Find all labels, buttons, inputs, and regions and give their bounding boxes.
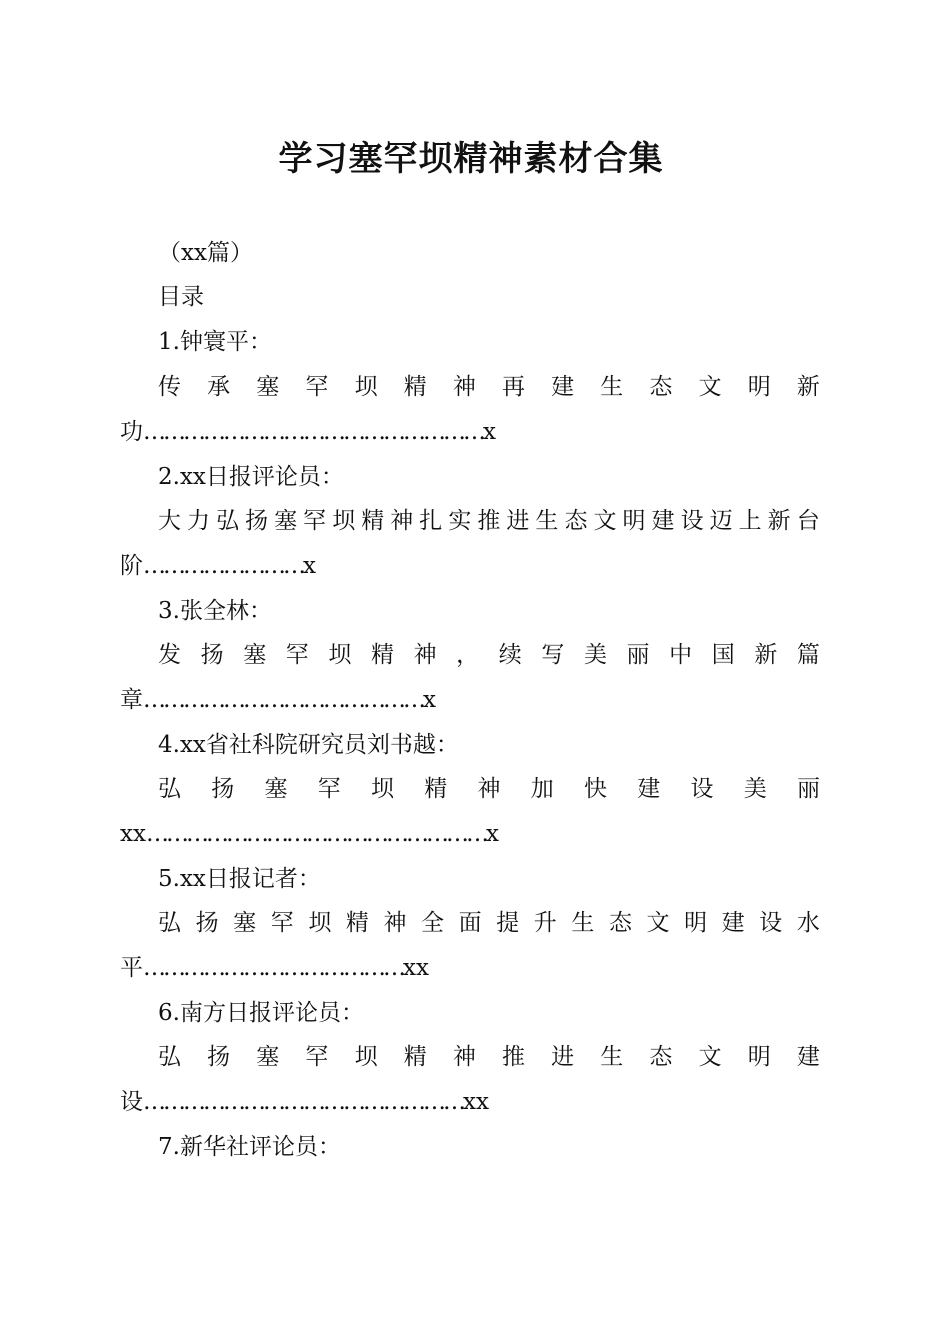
toc-title-char: 生 bbox=[535, 508, 559, 534]
toc-entry-title-tail: 功 bbox=[120, 419, 143, 445]
toc-title-char: 精 bbox=[345, 910, 369, 936]
toc-entry-continuation bbox=[120, 1085, 489, 1119]
toc-entry-title-tail: xx bbox=[120, 821, 146, 847]
toc-title-char: 水 bbox=[796, 910, 820, 936]
toc-title-char: 建 bbox=[637, 776, 661, 802]
toc-title-char: 罕 bbox=[303, 508, 327, 534]
toc-title-char: 弘 bbox=[158, 776, 181, 802]
toc-title-char: 大 bbox=[158, 508, 181, 534]
toc-entry-title-line bbox=[158, 906, 820, 940]
toc-title-char: 态 bbox=[649, 374, 673, 400]
toc-title-char: 精 bbox=[361, 508, 385, 534]
toc-title-char: 新 bbox=[767, 508, 791, 534]
toc-title-char: 明 bbox=[747, 374, 771, 400]
toc-heading: 目录 bbox=[158, 284, 204, 310]
toc-title-char: 设 bbox=[690, 776, 714, 802]
toc-title-char: 扬 bbox=[211, 776, 235, 802]
toc-leader-dots: ………………………………………… bbox=[143, 1089, 463, 1115]
toc-entry-title-line bbox=[158, 772, 820, 806]
toc-title-char: 升 bbox=[533, 910, 557, 936]
toc-entry-title-line bbox=[158, 370, 820, 404]
toc-title-char: 建 bbox=[651, 508, 675, 534]
toc-page-number: x bbox=[423, 687, 436, 713]
toc-title-char: 建 bbox=[721, 910, 745, 936]
toc-title-char: 精 bbox=[403, 1044, 427, 1070]
toc-title-char: 扬 bbox=[195, 910, 219, 936]
toc-entry-author: 5.xx日报记者： bbox=[158, 866, 321, 892]
toc-title-char: 弘 bbox=[158, 910, 181, 936]
toc-entry-title-line bbox=[158, 638, 820, 672]
toc-title-char: 迈 bbox=[709, 508, 733, 534]
toc-title-char: 精 bbox=[424, 776, 448, 802]
toc-title-char: 扎 bbox=[419, 508, 443, 534]
toc-title-char: 全 bbox=[421, 910, 445, 936]
toc-title-char: ， bbox=[456, 642, 480, 668]
toc-title-char: 态 bbox=[649, 1044, 673, 1070]
toc-title-char: 推 bbox=[477, 508, 501, 534]
toc-entry-title-line bbox=[158, 1040, 820, 1074]
toc-title-char: 坝 bbox=[332, 508, 356, 534]
toc-title-char: 力 bbox=[187, 508, 211, 534]
toc-title-char: 坝 bbox=[354, 1044, 378, 1070]
toc-title-char: 文 bbox=[593, 508, 617, 534]
toc-title-char: 篇 bbox=[796, 642, 820, 668]
subtitle: （xx篇） bbox=[158, 240, 253, 266]
toc-title-char: 神 bbox=[477, 776, 501, 802]
toc-title-char: 罕 bbox=[305, 374, 329, 400]
toc-title-char: 再 bbox=[501, 374, 525, 400]
toc-title-char: 生 bbox=[600, 1044, 624, 1070]
toc-title-char: 精 bbox=[370, 642, 394, 668]
toc-entry-author: 3.张全林： bbox=[158, 598, 272, 624]
toc-title-char: 国 bbox=[711, 642, 735, 668]
toc-title-char: 设 bbox=[759, 910, 783, 936]
toc-title-char: 美 bbox=[583, 642, 607, 668]
toc-title-char: 中 bbox=[669, 642, 693, 668]
toc-title-char: 丽 bbox=[626, 642, 650, 668]
toc-title-char: 承 bbox=[207, 374, 231, 400]
toc-title-char: 发 bbox=[158, 642, 181, 668]
toc-entry-title-tail: 阶 bbox=[120, 553, 143, 579]
toc-title-char: 生 bbox=[600, 374, 624, 400]
toc-title-char: 罕 bbox=[270, 910, 294, 936]
toc-title-char: 坝 bbox=[371, 776, 394, 802]
toc-title-char: 弘 bbox=[216, 508, 240, 534]
toc-page-number: x bbox=[303, 553, 316, 579]
toc-title-char: 坝 bbox=[354, 374, 378, 400]
toc-title-char: 罕 bbox=[305, 1044, 329, 1070]
toc-leader-dots: …………………… bbox=[143, 553, 303, 579]
toc-title-char: 建 bbox=[551, 374, 575, 400]
toc-title-char: 推 bbox=[501, 1044, 525, 1070]
toc-title-char: 塞 bbox=[243, 642, 267, 668]
toc-title-char: 态 bbox=[564, 508, 588, 534]
toc-title-char: 罕 bbox=[285, 642, 309, 668]
toc-title-char: 上 bbox=[738, 508, 762, 534]
toc-title-char: 塞 bbox=[256, 1044, 280, 1070]
toc-entry-continuation bbox=[120, 951, 429, 985]
toc-title-char: 神 bbox=[452, 1044, 476, 1070]
toc-title-char: 神 bbox=[383, 910, 407, 936]
toc-title-char: 加 bbox=[530, 776, 554, 802]
toc-title-char: 塞 bbox=[274, 508, 298, 534]
toc-title-char: 进 bbox=[551, 1044, 575, 1070]
toc-title-char: 写 bbox=[541, 642, 565, 668]
toc-entry-title-tail: 章 bbox=[120, 687, 143, 713]
toc-title-char: 快 bbox=[584, 776, 607, 802]
toc-title-char: 新 bbox=[796, 374, 820, 400]
toc-entry-title-line bbox=[158, 504, 820, 538]
toc-title-char: 塞 bbox=[264, 776, 288, 802]
toc-title-char: 坝 bbox=[328, 642, 352, 668]
toc-entry-author: 1.钟寰平： bbox=[158, 329, 272, 355]
toc-entry-continuation bbox=[120, 415, 496, 449]
toc-title-char: 扬 bbox=[200, 642, 224, 668]
toc-title-char: 神 bbox=[413, 642, 437, 668]
toc-leader-dots: …………………………………………… bbox=[145, 821, 486, 847]
toc-entry-continuation bbox=[120, 549, 316, 583]
toc-title-char: 建 bbox=[796, 1044, 820, 1070]
toc-title-char: 文 bbox=[698, 374, 722, 400]
toc-title-char: 明 bbox=[622, 508, 646, 534]
toc-title-char: 传 bbox=[158, 374, 181, 400]
toc-title-char: 实 bbox=[448, 508, 472, 534]
toc-page-number: x bbox=[485, 821, 499, 847]
toc-title-char: 进 bbox=[506, 508, 530, 534]
toc-title-char: 明 bbox=[747, 1044, 771, 1070]
toc-title-char: 塞 bbox=[256, 374, 280, 400]
toc-title-char: 态 bbox=[608, 910, 632, 936]
toc-title-char: 精 bbox=[403, 374, 427, 400]
toc-title-char: 续 bbox=[498, 642, 522, 668]
toc-title-char: 美 bbox=[743, 776, 767, 802]
toc-title-char: 扬 bbox=[207, 1044, 231, 1070]
toc-entry-author: 4.xx省社科院研究员刘书越： bbox=[158, 732, 459, 758]
toc-entry-author: 6.南方日报评论员： bbox=[158, 1000, 364, 1026]
toc-title-char: 提 bbox=[496, 910, 520, 936]
toc-entry-author: 2.xx日报评论员： bbox=[158, 464, 344, 490]
toc-leader-dots: ………………………………… bbox=[143, 955, 403, 981]
toc-title-char: 台 bbox=[796, 508, 820, 534]
toc-title-char: 罕 bbox=[317, 776, 341, 802]
toc-page-number: x bbox=[483, 419, 496, 445]
document-title: 学习塞罕坝精神素材合集 bbox=[278, 139, 664, 179]
toc-title-char: 塞 bbox=[233, 910, 257, 936]
toc-title-char: 神 bbox=[452, 374, 476, 400]
toc-title-char: 坝 bbox=[308, 910, 332, 936]
toc-title-char: 文 bbox=[698, 1044, 722, 1070]
toc-page-number: xx bbox=[403, 955, 429, 981]
toc-entry-title-tail: 设 bbox=[120, 1089, 143, 1115]
toc-title-char: 设 bbox=[680, 508, 704, 534]
toc-title-char: 弘 bbox=[158, 1044, 181, 1070]
toc-entry-author: 7.新华社评论员： bbox=[158, 1134, 341, 1160]
toc-title-char: 神 bbox=[390, 508, 414, 534]
toc-leader-dots: …………………………………… bbox=[143, 687, 423, 713]
toc-entry-title-tail: 平 bbox=[120, 955, 143, 981]
toc-entry-continuation bbox=[120, 817, 499, 851]
toc-title-char: 新 bbox=[754, 642, 778, 668]
toc-title-char: 生 bbox=[571, 910, 595, 936]
toc-title-char: 明 bbox=[684, 910, 708, 936]
toc-title-char: 面 bbox=[458, 910, 482, 936]
toc-title-char: 丽 bbox=[797, 776, 820, 802]
toc-entry-continuation bbox=[120, 683, 436, 717]
toc-title-char: 文 bbox=[646, 910, 670, 936]
toc-leader-dots: …………………………………………… bbox=[143, 419, 483, 445]
toc-page-number: xx bbox=[463, 1089, 489, 1115]
toc-title-char: 扬 bbox=[245, 508, 269, 534]
